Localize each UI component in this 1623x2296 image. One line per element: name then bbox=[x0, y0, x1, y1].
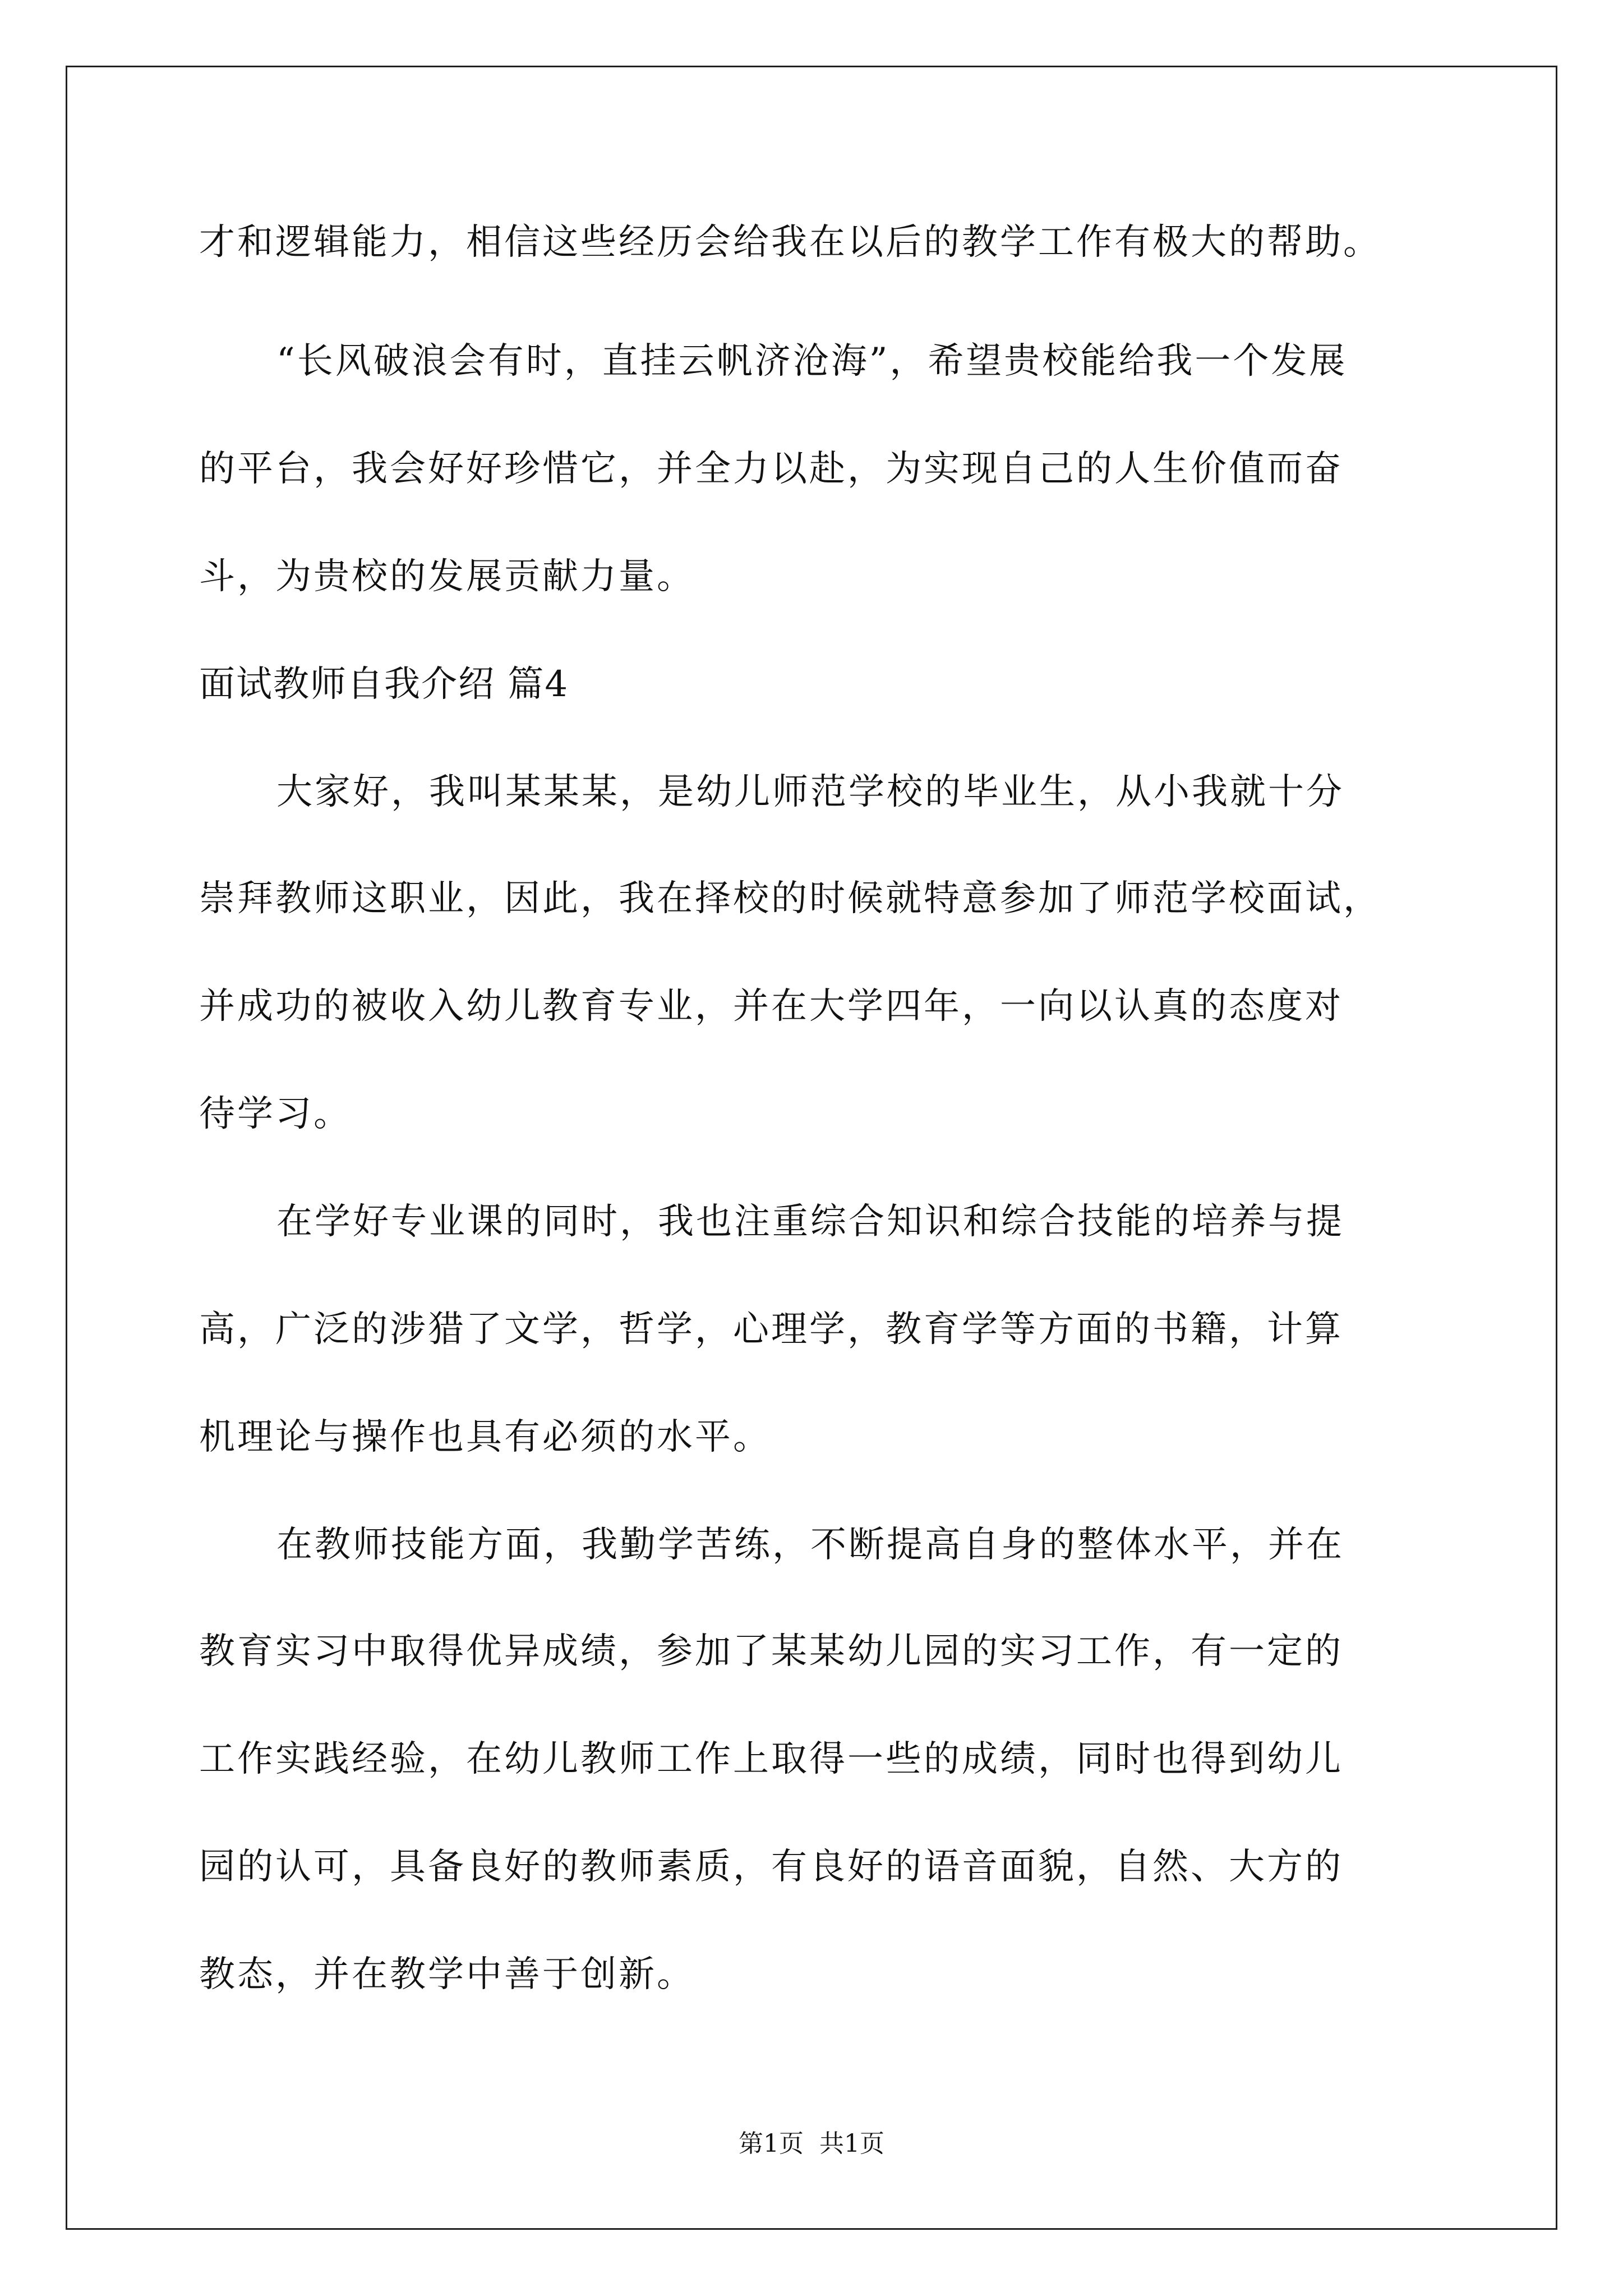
body-line-10: 在学好专业课的同时，我也注重综合知识和综合技能的培养与提 bbox=[276, 1201, 1344, 1243]
page-total: 共1页 bbox=[819, 2129, 884, 2158]
page-border bbox=[66, 66, 1557, 2230]
body-line-4: 斗，为贵校的发展贡献力量。 bbox=[199, 556, 695, 597]
body-line-16: 园的认可，具备良好的教师素质，有良好的语音面貌，自然、大方的 bbox=[199, 1846, 1343, 1888]
body-line-9: 待学习。 bbox=[199, 1093, 352, 1135]
body-line-15: 工作实践经验，在幼儿教师工作上取得一些的成绩，同时也得到幼儿 bbox=[199, 1738, 1343, 1780]
body-line-7: 崇拜教师这职业，因此，我在择校的时候就特意参加了师范学校面试， bbox=[199, 878, 1381, 919]
body-line-14: 教育实习中取得优异成绩，参加了某某幼儿园的实习工作，有一定的 bbox=[199, 1631, 1343, 1672]
page-footer bbox=[0, 2129, 1623, 2158]
section-heading: 面试教师自我介绍 篇4 bbox=[199, 664, 569, 705]
body-line-8: 并成功的被收入幼儿教育专业，并在大学四年，一向以认真的态度对 bbox=[199, 986, 1343, 1027]
body-line-17: 教态，并在教学中善于创新。 bbox=[199, 1954, 695, 1995]
body-line-13: 在教师技能方面，我勤学苦练，不断提高自身的整体水平，并在 bbox=[276, 1524, 1344, 1566]
body-line-11: 高，广泛的涉猎了文学，哲学，心理学，教育学等方面的书籍，计算 bbox=[199, 1309, 1343, 1350]
body-line-12: 机理论与操作也具有必须的水平。 bbox=[199, 1416, 771, 1458]
body-line-2: “长风破浪会有时，直挂云帆济沧海”，希望贵校能给我一个发展 bbox=[276, 341, 1348, 382]
page-number: 第1页 bbox=[739, 2129, 804, 2158]
body-line-3: 的平台，我会好好珍惜它，并全力以赴，为实现自己的人生价值而奋 bbox=[199, 448, 1343, 490]
body-line-6: 大家好，我叫某某某，是幼儿师范学校的毕业生，从小我就十分 bbox=[276, 771, 1344, 813]
body-line-1: 才和逻辑能力，相信这些经历会给我在以后的教学工作有极大的帮助。 bbox=[199, 222, 1381, 263]
